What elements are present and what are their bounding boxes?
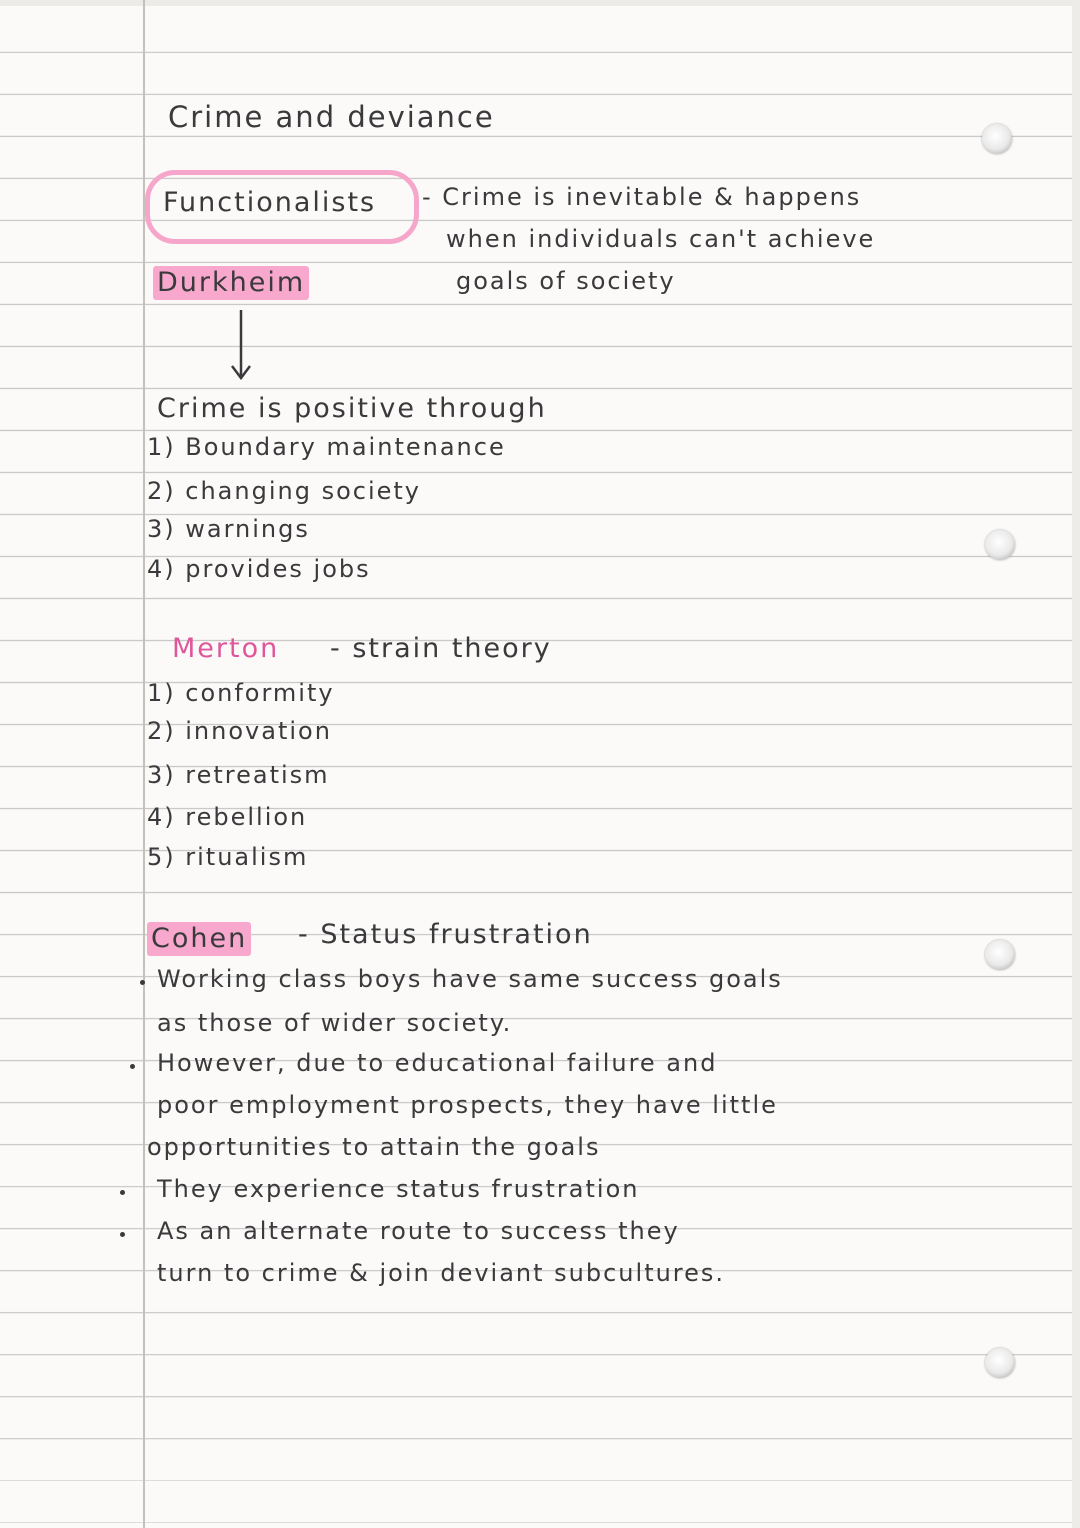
merton-point: 2) innovation [147,717,332,745]
merton-heading: - strain theory [330,633,552,664]
functionalists-line-2: when individuals can't achieve [446,225,876,253]
cohen-line: opportunities to attain the goals [147,1133,601,1161]
durkheim-point: 1) Boundary maintenance [147,433,506,461]
punch-hole [982,124,1012,154]
durkheim-point: 2) changing society [147,477,421,505]
functionalists-label: Functionalists [163,187,377,218]
functionalists-line-3: goals of society [456,267,676,295]
cohen-line: turn to crime & join deviant subcultures. [157,1259,726,1287]
functionalists-line-1: - Crime is inevitable & happens [422,183,862,211]
merton-point: 3) retreatism [147,761,330,789]
bullet-dot [140,980,145,985]
bullet-dot [120,1232,125,1237]
cohen-heading: - Status frustration [298,919,593,950]
durkheim-point: 4) provides jobs [147,555,371,583]
bullet-dot [130,1064,135,1069]
merton-point: 1) conformity [147,679,335,707]
cohen-line: Working class boys have same success goals [157,965,783,993]
paper-right-edge [1072,0,1080,1528]
merton-label: Merton [172,633,280,664]
page-title: Crime and deviance [168,100,495,134]
cohen-line: As an alternate route to success they [157,1217,680,1245]
durkheim-label: Durkheim [153,266,309,300]
cohen-line: They experience status frustration [157,1175,640,1203]
punch-hole [985,940,1015,970]
paper-top-edge [0,0,1080,6]
durkheim-point: 3) warnings [147,515,310,543]
merton-point: 4) rebellion [147,803,308,831]
cohen-line: However, due to educational failure and [157,1049,718,1077]
merton-point: 5) ritualism [147,843,309,871]
arrow-down-icon [228,308,254,382]
cohen-line: as those of wider society. [157,1009,513,1037]
punch-hole [985,1348,1015,1378]
durkheim-heading: Crime is positive through [157,393,547,424]
cohen-label: Cohen [147,922,251,956]
margin-line [143,0,145,1528]
punch-hole [985,530,1015,560]
bullet-dot [120,1190,125,1195]
cohen-line: poor employment prospects, they have little [157,1091,778,1119]
